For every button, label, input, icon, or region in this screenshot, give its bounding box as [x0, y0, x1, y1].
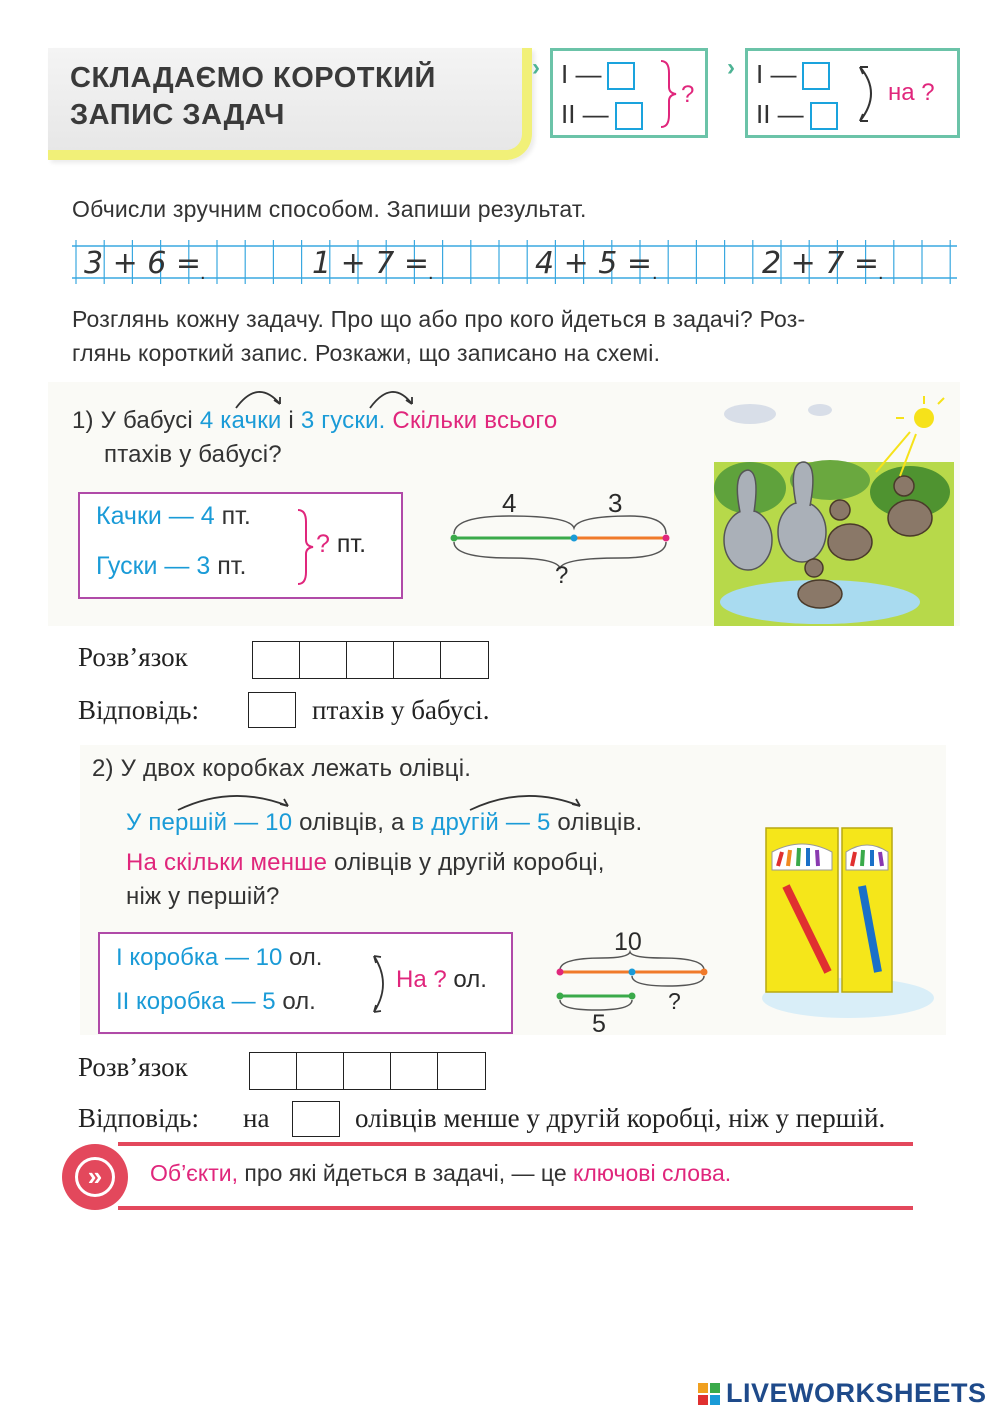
curved-arrow-icon: [856, 61, 886, 127]
answer2-label: Відповідь:: [78, 1103, 199, 1133]
exercise-instruction: Обчисли зручним способом. Запиши результат.: [72, 196, 587, 222]
task2-line3: На скільки менше олівців у другій коробці,: [126, 849, 605, 876]
empty-square: [802, 62, 830, 90]
brace-icon: [296, 508, 316, 586]
answer1-input[interactable]: [248, 692, 296, 728]
brief2-question: На ? ол.: [396, 966, 487, 993]
curved-arrow-icon: [370, 952, 394, 1016]
pencil-boxes-illustration: [758, 822, 938, 1022]
answer-dot: .: [200, 262, 206, 284]
rule-top-bar: [118, 1142, 913, 1146]
intro-text: Розглянь кожну задачу. Про що або про кого йдеться в задачі? Роз- глянь короткий запис. Розкажи, що записано на схемі.: [72, 306, 806, 366]
scheme-box-difference: [745, 48, 960, 138]
solution1-cells[interactable]: [252, 641, 489, 679]
scheme1-row1: І —: [561, 59, 635, 90]
watermark-text: LIVEWORKSHEETS: [726, 1378, 987, 1408]
chevron-right-icon: ›: [727, 54, 735, 81]
rule-text: Об’єкти, про які йдеться в задачі, — це ключові слова.: [150, 1160, 732, 1186]
task2-segment-diagram: [552, 948, 716, 1018]
scheme2-question: на ?: [888, 79, 935, 106]
title-line-2: ЗАПИС ЗАДАЧ: [70, 99, 285, 131]
brace-icon: [659, 59, 679, 129]
task1-line2: птахів у бабусі?: [104, 441, 282, 468]
logo-squares-icon: [698, 1383, 720, 1405]
answer1-label: Відповідь:: [78, 695, 199, 725]
brief2-row2: ІІ коробка — 5 ол.: [116, 988, 316, 1015]
solution2-cells[interactable]: [249, 1052, 486, 1090]
expression-4: 2 + 7 =: [762, 246, 880, 281]
task2-line2: У першій — 10 олівців, а в другій — 5 олівців.: [126, 809, 643, 836]
task2-line4: ніж у першій?: [126, 883, 280, 910]
scheme2-row2: ІІ —: [756, 99, 838, 130]
task1-brief-record: [78, 492, 403, 599]
diagram2-difference-label: ?: [668, 988, 681, 1014]
scheme1-row2: ІІ —: [561, 99, 643, 130]
brief2-row1: І коробка — 10 ол.: [116, 944, 323, 971]
brief1-question: ? пт.: [316, 530, 367, 558]
page-title: [70, 60, 436, 134]
solution1-label: Розв’язок: [78, 642, 188, 672]
expression-1: 3 + 6 =: [84, 246, 202, 281]
diagram2-bottom-label: 5: [592, 1010, 606, 1038]
diagram1-total-label: ?: [555, 562, 569, 589]
title-line-1: СКЛАДАЄМО КОРОТКИЙ: [70, 62, 436, 94]
chevron-right-icon: ›: [532, 54, 540, 81]
scheme2-row1: І —: [756, 59, 830, 90]
scheme1-question: ?: [681, 81, 695, 108]
expression-2: 1 + 7 =: [312, 246, 430, 281]
diagram2-top-label: 10: [614, 928, 642, 956]
rule-bottom-bar: [118, 1206, 913, 1210]
curved-arrows-icon: [228, 382, 428, 412]
empty-square: [810, 102, 838, 130]
diagram1-left-label: 4: [502, 488, 517, 518]
solution2-label: Розв’язок: [78, 1052, 188, 1082]
liveworksheets-logo: [698, 1378, 987, 1409]
expression-3: 4 + 5 =: [535, 246, 653, 281]
brief1-row2: Гуски — 3 пт.: [96, 552, 247, 580]
answer-dot: .: [428, 262, 434, 284]
answer2-suffix: олівців менше у другій коробці, ніж у першій.: [355, 1103, 886, 1133]
birds-illustration: [710, 392, 960, 626]
empty-square: [615, 102, 643, 130]
task2-brief-record: [98, 932, 513, 1034]
empty-square: [607, 62, 635, 90]
answer2-prefix: на: [243, 1103, 270, 1133]
answer1-suffix: птахів у бабусі.: [312, 695, 490, 725]
task2-line1: 2) У двох коробках лежать олівці.: [92, 755, 472, 782]
title-band: [48, 48, 532, 160]
answer2-input[interactable]: [292, 1101, 340, 1137]
double-chevron-icon: »: [62, 1144, 128, 1210]
task1-line1: 1) У бабусі 4 качки і 3 гуски. Скільки всього: [72, 407, 558, 434]
brief1-row1: Качки — 4 пт.: [96, 502, 251, 530]
answer-dot: .: [652, 262, 658, 284]
scheme-box-sum: [550, 48, 708, 138]
answer-dot: .: [878, 262, 884, 284]
diagram1-right-label: 3: [608, 488, 623, 518]
